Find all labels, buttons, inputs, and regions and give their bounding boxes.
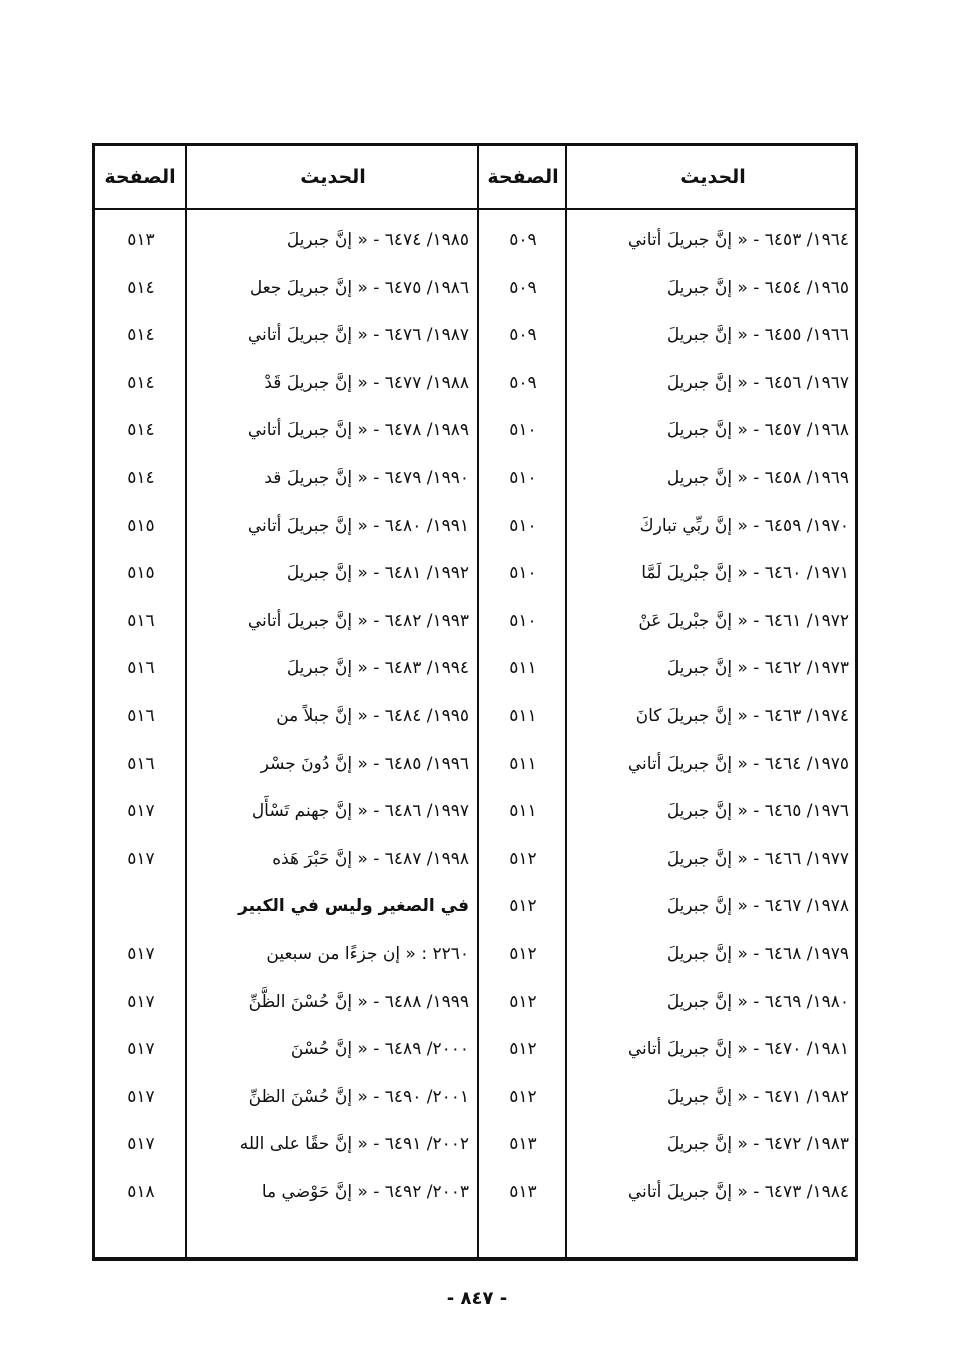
page-number-cell: ٥١١ — [509, 658, 537, 679]
page-number-cell: ٥١٧ — [127, 1086, 155, 1107]
hadith-entry: ١٩٦٦/ ٦٤٥٥ - « إنَّ جبريلَ — [666, 325, 849, 346]
hadith-entry: ١٩٩٠/ ٦٤٧٩ - « إنَّ جبريلَ قد — [264, 468, 469, 488]
hadith-entry: ١٩٦٩/ ٦٤٥٨ - « إنَّ جبريل — [666, 468, 849, 488]
page-number-cell: ٥١٧ — [127, 944, 155, 964]
page-number-cell: ٥١١ — [509, 753, 537, 774]
hadith-entry: ١٩٧٠/ ٦٤٥٩ - « إنَّ ربِّي تباركَ — [639, 515, 849, 536]
hadith-entry: ١٩٨٥/ ٦٤٧٤ - « إنَّ جبريلَ — [286, 230, 469, 250]
page-number-cell: ٥١٤ — [127, 372, 155, 393]
hadith-entry: ١٩٩١/ ٦٤٨٠ - « إنَّ جبريلَ أتاني — [247, 515, 469, 536]
column-divider-center — [565, 146, 567, 1257]
hadith-entry: ١٩٧٢/ ٦٤٦١ - « إنَّ جبْريلَ عَنْ — [638, 610, 849, 631]
hadith-entry: ١٩٦٤/ ٦٤٥٣ - « إنَّ جبريلَ أتاني — [627, 230, 849, 250]
hadith-entry: ١٩٧٩/ ٦٤٦٨ - « إنَّ جبريلَ — [666, 944, 849, 964]
hadith-entry: ١٩٨١/ ٦٤٧٠ - « إنَّ جبريلَ أتاني — [627, 1039, 849, 1060]
hadith-entry: ١٩٧١/ ٦٤٦٠ - « إنَّ جبْريلَ لَمَّا — [641, 563, 849, 584]
page-number-cell: ٥١٠ — [509, 468, 537, 488]
page-number-cell: ٥١٠ — [509, 563, 537, 584]
page-number-cell: ٥١١ — [509, 706, 537, 726]
header-page-right: الصفحة — [487, 166, 559, 188]
section-heading: في الصغير وليس في الكبير — [238, 896, 469, 917]
page-number-cell: ٥١٢ — [509, 944, 537, 964]
hadith-entry: ٢٠٠٠/ ٦٤٨٩ - « إنَّ حُسْنَ — [290, 1039, 469, 1060]
hadith-entry: ١٩٦٨/ ٦٤٥٧ - « إنَّ جبريلَ — [666, 420, 849, 441]
page-number-cell: ٥١٣ — [509, 1182, 537, 1202]
hadith-entry: ٢٠٠١/ ٦٤٩٠ - « إنَّ حُسْنَ الظنِّ — [248, 1086, 469, 1107]
hadith-entry: ١٩٧٧/ ٦٤٦٦ - « إنَّ جبريلَ — [666, 848, 849, 869]
page-number-cell: ٥١٢ — [509, 991, 537, 1012]
hadith-entry: ١٩٩٥/ ٦٤٨٤ - « إنَّ جبلاً من — [276, 706, 469, 726]
page-number-cell: ٥٠٩ — [509, 372, 537, 393]
hadith-entry: ٢٠٠٣/ ٦٤٩٢ - « إنَّ حَوْضي ما — [261, 1182, 469, 1202]
header-hadith-left: الحديث — [300, 166, 366, 188]
page-number-cell: ٥١١ — [509, 801, 537, 822]
page-number-cell: ٥١٧ — [127, 1039, 155, 1060]
page-number-cell: ٥١٦ — [127, 753, 155, 774]
page-number-cell: ٥١٥ — [127, 515, 155, 536]
hadith-entry: ١٩٩٩/ ٦٤٨٨ - « إنَّ حُسْنَ الظَّنِّ — [248, 991, 469, 1012]
page-number-cell: ٥١٦ — [127, 658, 155, 679]
page-number-cell: ٥١٠ — [509, 610, 537, 631]
page-number-cell: ٥١٣ — [127, 230, 155, 250]
page-number-cell: ٥١٠ — [509, 420, 537, 441]
column-divider — [477, 146, 479, 1257]
page-number-cell: ٥١٧ — [127, 848, 155, 869]
hadith-entry: ١٩٨٧/ ٦٤٧٦ - « إنَّ جبريلَ أتاني — [247, 325, 469, 346]
page-number-cell: ٥١٤ — [127, 468, 155, 488]
hadith-entry: ١٩٨٩/ ٦٤٧٨ - « إنَّ جبريلَ أتاني — [247, 420, 469, 441]
hadith-entry: ١٩٨٦/ ٦٤٧٥ - « إنَّ جبريلَ جعل — [249, 277, 469, 298]
page-number-cell: ٥١٢ — [509, 848, 537, 869]
page-number-cell: ٥١٠ — [509, 515, 537, 536]
hadith-entry: ١٩٧٤/ ٦٤٦٣ - « إنَّ جبريلَ كانَ — [635, 706, 849, 726]
hadith-entry: ١٩٦٧/ ٦٤٥٦ - « إنَّ جبريلَ — [666, 372, 849, 393]
page-number-cell: ٥٠٩ — [509, 325, 537, 346]
header-page-left: الصفحة — [104, 166, 176, 188]
page-number-cell: ٥١٣ — [509, 1134, 537, 1155]
hadith-entry: ١٩٦٥/ ٦٤٥٤ - « إنَّ جبريلَ — [666, 277, 849, 298]
hadith-entry: ١٩٨٢/ ٦٤٧١ - « إنَّ جبريلَ — [666, 1086, 849, 1107]
column-divider — [185, 146, 187, 1257]
page-number-cell: ٥١٤ — [127, 420, 155, 441]
hadith-entry: ١٩٩٤/ ٦٤٨٣ - « إنَّ جبريلَ — [286, 658, 469, 679]
hadith-entry: ١٩٨٤/ ٦٤٧٣ - « إنَّ جبريلَ أتاني — [627, 1182, 849, 1202]
page-number-cell: ٥١٧ — [127, 801, 155, 822]
page-number-cell: ٥١٢ — [509, 1086, 537, 1107]
page-number-cell — [97, 886, 185, 926]
page-number-cell: ٥١٧ — [127, 1134, 155, 1155]
hadith-entry: ١٩٨٣/ ٦٤٧٢ - « إنَّ جبريلَ — [666, 1134, 849, 1155]
hadith-entry: ١٩٩٣/ ٦٤٨٢ - « إنَّ جبريلَ أتاني — [247, 610, 469, 631]
hadith-entry: ١٩٧٦/ ٦٤٦٥ - « إنَّ جبريلَ — [666, 801, 849, 822]
page-number-cell: ٥١٤ — [127, 325, 155, 346]
page-number-cell: ٥١٦ — [127, 610, 155, 631]
hadith-entry: ١٩٩٢/ ٦٤٨١ - « إنَّ جبريلَ — [286, 563, 469, 584]
page-number-cell: ٥٠٩ — [509, 277, 537, 298]
page-number-cell: ٥١٤ — [127, 277, 155, 298]
hadith-entry: ١٩٧٨/ ٦٤٦٧ - « إنَّ جبريلَ — [666, 896, 849, 917]
page-number-cell: ٥١٧ — [127, 991, 155, 1012]
hadith-entry: ١٩٨٨/ ٦٤٧٧ - « إنَّ جبريلَ قَدْ — [264, 372, 469, 393]
hadith-entry: ١٩٩٧/ ٦٤٨٦ - « إنَّ جهنم تَسْأَل — [251, 801, 469, 822]
header-divider — [95, 208, 855, 210]
page-number-cell: ٥١٢ — [509, 1039, 537, 1060]
page-number-cell: ٥١٨ — [127, 1182, 155, 1202]
hadith-entry: ١٩٧٣/ ٦٤٦٢ - « إنَّ جبريلَ — [666, 658, 849, 679]
hadith-entry: ٢٠٠٢/ ٦٤٩١ - « إنَّ حقًا على الله — [239, 1134, 469, 1155]
hadith-entry: ١٩٧٥/ ٦٤٦٤ - « إنَّ جبريلَ أتاني — [627, 753, 849, 774]
header-hadith-right: الحديث — [680, 166, 746, 188]
hadith-entry: ١٩٩٦/ ٦٤٨٥ - « إنَّ دُونَ جسْر — [260, 753, 469, 774]
page-number: - ٨٤٧ - — [446, 1288, 508, 1309]
page-number-cell: ٥١٦ — [127, 706, 155, 726]
hadith-entry: ١٩٩٨/ ٦٤٨٧ - « إنَّ حَبْرَ هَذه — [272, 848, 469, 869]
page-number-cell: ٥٠٩ — [509, 230, 537, 250]
page-number-cell: ٥١٥ — [127, 563, 155, 584]
page-number-cell: ٥١٢ — [509, 896, 537, 917]
index-table — [92, 143, 858, 1261]
hadith-entry: ١٩٨٠/ ٦٤٦٩ - « إنَّ جبريلَ — [666, 991, 849, 1012]
hadith-entry: ٢٢٦٠ : « إن جزءًا من سبعين — [266, 944, 469, 964]
